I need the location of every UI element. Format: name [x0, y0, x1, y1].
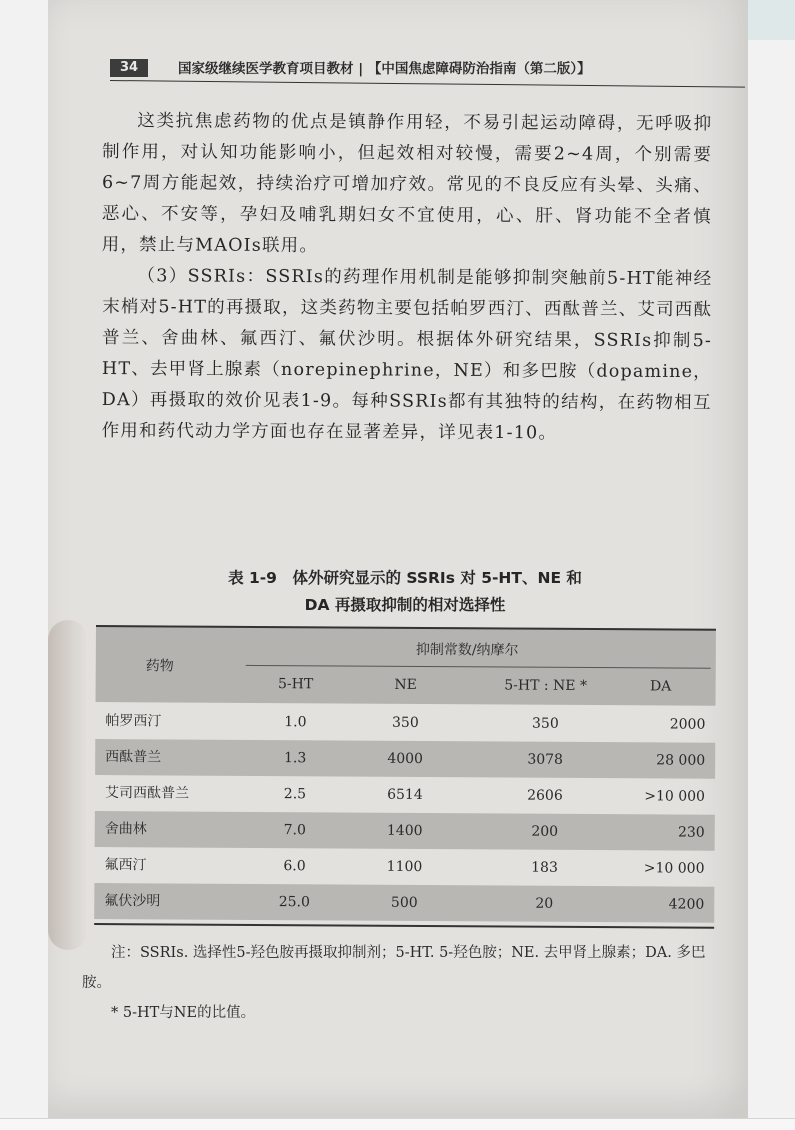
table-header — [96, 625, 716, 706]
ratio-cell: 350 — [531, 715, 559, 732]
ht-cell: 1.0 — [284, 714, 307, 731]
drug-cell: 氟西汀 — [104, 857, 147, 874]
ratio-cell: 200 — [531, 823, 559, 840]
ne-cell: 500 — [390, 894, 418, 911]
da-cell: 230 — [677, 824, 705, 841]
ht-cell: 25.0 — [278, 894, 310, 911]
da-cell: >10 000 — [643, 860, 705, 877]
table-caption — [100, 565, 710, 619]
da-cell: 4200 — [668, 896, 705, 913]
table-notes — [82, 938, 722, 1028]
drug-cell: 艾司西酞普兰 — [104, 785, 190, 802]
body-text — [102, 106, 712, 447]
caption-line: 表 1-9 体外研究显示的 SSRIs 对 5-HT、NE 和 — [228, 569, 582, 587]
ne-cell: 4000 — [387, 750, 424, 767]
group-header: 抑制常数/纳摩尔 — [415, 641, 519, 659]
column-header: NE — [394, 676, 417, 693]
ne-cell: 1100 — [386, 858, 423, 875]
group-rule — [246, 665, 711, 669]
note-line: * 5-HT与NE的比值。 — [111, 1005, 256, 1021]
page-number: 34 — [110, 59, 148, 77]
drug-cell: 舍曲林 — [104, 821, 147, 838]
column-header: 5-HT : NE * — [504, 677, 588, 695]
background-corner — [748, 0, 795, 40]
note-line: 注：SSRIs. 选择性5-羟色胺再摄取抑制剂；5-HT. 5-羟色胺；NE. 去甲肾上腺素；DA. 多巴胺。 — [82, 945, 706, 991]
ht-cell: 6.0 — [283, 858, 306, 875]
da-cell: 28 000 — [656, 752, 706, 769]
ne-cell: 6514 — [387, 786, 423, 803]
column-header: DA — [649, 678, 672, 695]
drug-cell: 西酞普兰 — [105, 749, 162, 766]
running-header — [58, 54, 678, 82]
table-row — [94, 883, 714, 923]
ratio-cell: 3078 — [527, 751, 564, 768]
caption-line: DA 再摄取抑制的相对选择性 — [304, 596, 506, 614]
drug-column-header: 药物 — [145, 658, 174, 675]
finger-shadow — [48, 620, 88, 950]
ht-cell: 1.3 — [284, 750, 307, 767]
ratio-cell: 183 — [531, 859, 558, 876]
header-title: 国家级继续医学教育项目教材 | 【中国焦虑障碍防治指南（第二版）】 — [178, 61, 591, 77]
ratio-cell: 20 — [535, 895, 554, 912]
table-row — [95, 739, 715, 779]
selectivity-table — [94, 625, 716, 929]
paragraph: 这类抗焦虑药物的优点是镇静作用轻，不易引起运动障碍，无呼吸抑制作用，对认知功能影响小，但起效相对较慢，需要2~4周，个别需要6~7周方能起效，持续治疗可增加疗效。常见的不良反应有头晕、头痛、恶心、不安等，孕妇及哺乳期妇女不宜使用，心、肝、肾功能不全者慎用，禁止与MAOIs联用。 — [101, 111, 713, 257]
drug-cell: 帕罗西汀 — [105, 713, 162, 730]
ne-cell: 350 — [391, 714, 419, 731]
da-cell: >10 000 — [644, 788, 706, 805]
table-row — [95, 775, 715, 815]
da-cell: 2000 — [669, 716, 706, 733]
ne-cell: 1400 — [386, 822, 423, 839]
bottom-strip — [0, 1118, 795, 1130]
ratio-cell: 2606 — [527, 787, 563, 804]
ht-cell: 7.0 — [283, 822, 306, 839]
column-header: 5-HT — [277, 676, 314, 693]
ht-cell: 2.5 — [283, 786, 307, 803]
table-row — [95, 703, 715, 743]
paragraph: （3）SSRIs：SSRIs的药理作用机制是能够抑制突触前5-HT能神经末梢对5-HT的再摄取，这类药物主要包括帕罗西汀、西酞普兰、艾司西酞普兰、舍曲林、氟西汀、氟伏沙明。根据体外研究结果，SSRIs抑制5-HT、去甲肾上腺素（norepinephrine，NE）和多巴胺（dopamine，DA）再摄取的效价见表1-9。每种SSRIs都有其独特的结构，在药物相互作用和药代动力学方面也存在显著差异，详见表1-10。 — [101, 266, 713, 444]
table-row — [94, 847, 714, 887]
table-row — [95, 811, 715, 851]
drug-cell: 氟伏沙明 — [104, 893, 161, 910]
